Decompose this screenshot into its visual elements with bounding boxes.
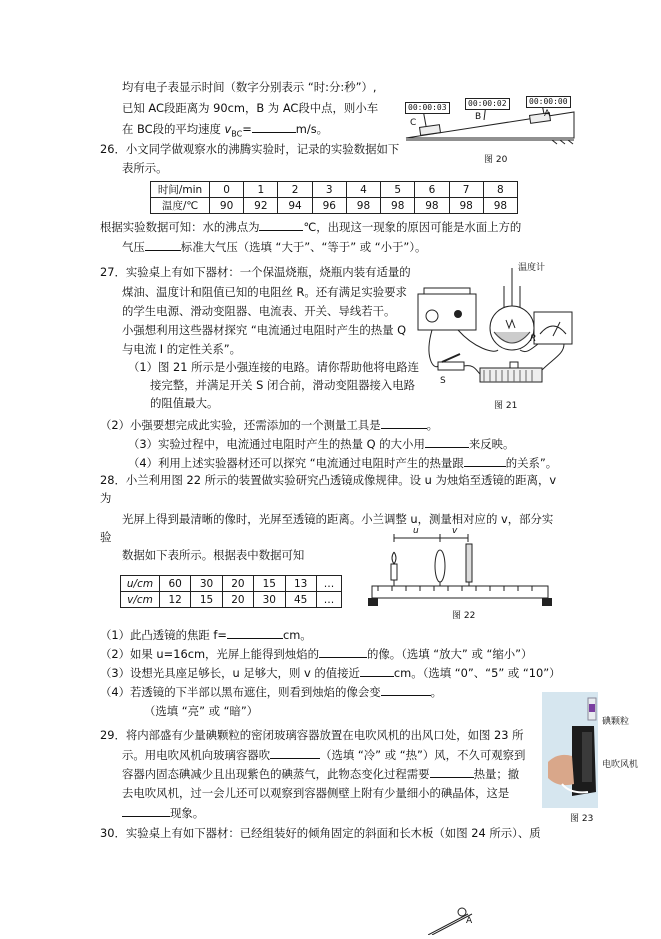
q26-line-3: 根据实验数据可知：水的沸点为 ℃，出现这一现象的原因可能是水面上方的 xyxy=(100,220,522,234)
q26-line-1: 26．小文同学做观察水的沸腾实验时，记录的实验数据如下 xyxy=(100,142,400,156)
lens-data-table xyxy=(120,575,342,608)
timer-a: 00:00:00 xyxy=(526,96,571,108)
u-label: u xyxy=(413,526,419,536)
q26-line-4: 气压 标准大气压（选填 “大于”、“等于” 或 “小于”）。 xyxy=(122,240,427,254)
q28-line-6: （1）此凸透镜的焦距 f= cm。 xyxy=(100,628,312,642)
answer-blank[interactable] xyxy=(145,239,181,251)
q27-line-4: 小强想利用这些器材探究 “电流通过电阻时产生的热量 Q xyxy=(122,323,407,337)
boiling-data-table xyxy=(150,181,518,214)
q28-line-4: 验 xyxy=(100,530,112,544)
q26-line-2: 表所示。 xyxy=(122,161,168,175)
q28-line-8: （3）设想光具座足够长，u 足够大，则 v 的值接近 cm。（选填 “0”、“5” 或 “10”） xyxy=(100,666,561,680)
q27-line-6: （1）图 21 所示是小强连接的电路。请你帮助他将电路连 xyxy=(128,360,419,374)
q29-line-2: 示。用电吹风机向玻璃容器吹 （选填 “冷” 或 “热”）风，不久可观察到 xyxy=(122,748,526,762)
timer-b: 00:00:02 xyxy=(465,98,510,110)
optical-bench-diagram xyxy=(368,528,552,608)
circuit-diagram xyxy=(414,258,578,398)
table-row: u/cm 60 30 20 15 13 … xyxy=(121,576,342,592)
q29-line-3: 容器内固态碘减少且出现紫色的碘蒸气，此物态变化过程需要 热量；撤 xyxy=(122,767,520,781)
q25-line-1: 均有电子表显示时间（数字分别表示 “时:分:秒”）, xyxy=(122,80,377,94)
answer-blank[interactable] xyxy=(360,665,394,677)
q27-line-3: 的学生电源、滑动变阻器、电流表、开关、导线若干。 xyxy=(122,304,396,318)
answer-blank[interactable] xyxy=(270,747,320,759)
q27-line-9: （2）小强要想完成此实验，还需添加的一个测量工具是 。 xyxy=(100,418,439,432)
q27-line-1: 27．实验桌上有如下器材：一个保温烧瓶，烧瓶内装有适量的 xyxy=(100,265,411,279)
answer-blank[interactable] xyxy=(425,436,469,448)
table-row: 时间/min 0 1 2 3 4 5 6 7 8 xyxy=(151,182,518,198)
q28-line-5: 数据如下表所示。根据表中数据可知 xyxy=(122,548,305,562)
figure-24-fragment xyxy=(428,906,478,935)
figure-21 xyxy=(414,258,578,398)
q25-line-2: 已知 AC段距离为 90cm，B 为 AC段中点，则小车 xyxy=(122,101,379,115)
q28-line-9: （4）若透镜的下半部以黑布遮住，则看到烛焰的像会变 。 xyxy=(100,685,443,699)
answer-blank[interactable] xyxy=(381,684,431,696)
answer-blank[interactable] xyxy=(252,121,296,133)
timer-c: 00:00:03 xyxy=(405,102,450,114)
figure-20 xyxy=(402,96,580,150)
answer-blank[interactable] xyxy=(259,219,303,231)
point-b-label: B xyxy=(475,112,482,122)
figure-23-caption: 图 23 xyxy=(570,814,594,824)
iodine-label: 碘颗粒 xyxy=(602,717,630,727)
q29-line-1: 29．将内部盛有少量碘颗粒的密闭玻璃容器放置在电吹风机的出风口处，如图 23 所 xyxy=(100,728,524,742)
q30-line-1: 30．实验桌上有如下器材：已经组装好的倾角固定的斜面和长木板（如图 24 所示）、质 xyxy=(100,826,541,840)
figure-21-caption: 图 21 xyxy=(494,401,518,411)
q27-line-11: （4）利用上述实验器材还可以探究 “电流通过电阻时产生的热量跟 的关系”。 xyxy=(128,456,558,470)
thermometer-label: 温度计 xyxy=(518,263,546,273)
point-c-label: C xyxy=(410,118,417,128)
figure-22 xyxy=(368,528,552,608)
q27-line-2: 煤油、温度计和阻值已知的电阻丝 R。还有满足实验要求 xyxy=(122,285,407,299)
q25-line-3: 在 BC段的平均速度 $v_{BC}= m/s$。 xyxy=(122,122,329,139)
q28-line-3: 光屏上得到最清晰的像时，光屏至透镜的距离。小兰调整 u，测量相对应的 v，部分实 xyxy=(122,512,554,526)
q28-line-1: 28．小兰利用图 22 所示的装置做实验研究凸透镜成像规律。设 u 为烛焰至透镜的距离，v xyxy=(100,473,557,487)
point-a-label: A xyxy=(544,109,551,119)
answer-blank[interactable] xyxy=(430,766,474,778)
q29-line-5: 现象。 xyxy=(122,805,204,820)
hair-dryer-image xyxy=(542,692,598,808)
q28-line-10: （选填 “亮” 或 “暗”） xyxy=(144,704,259,718)
figure-22-caption: 图 22 xyxy=(452,611,476,621)
figure-23-photo xyxy=(542,692,598,808)
q27-line-10: （3）实验过程中，电流通过电阻时产生的热量 Q 的大小用 来反映。 xyxy=(128,437,515,451)
q27-line-7: 接完整，并满足开关 S 闭合前，滑动变阻器接入电路 xyxy=(150,378,416,392)
switch-label: S xyxy=(440,376,446,386)
answer-blank[interactable] xyxy=(464,455,506,467)
answer-blank[interactable] xyxy=(122,805,170,817)
answer-blank[interactable] xyxy=(381,417,427,429)
q29-line-4: 去电吹风机，过一会儿还可以观察到容器侧壁上附有少量细小的碘晶体，这是 xyxy=(122,786,510,800)
q28-line-2: 为 xyxy=(100,491,112,505)
v-label: v xyxy=(452,526,458,536)
point-a-label: A xyxy=(466,916,473,926)
dryer-label: 电吹风机 xyxy=(602,760,639,770)
q27-line-5: 与电流 I 的定性关系”。 xyxy=(122,342,242,356)
figure-20-caption: 图 20 xyxy=(484,155,508,165)
table-row: v/cm 12 15 20 30 45 … xyxy=(121,592,342,608)
resistor-label: R xyxy=(530,334,537,344)
answer-blank[interactable] xyxy=(227,627,283,639)
q27-line-8: 的阻值最大。 xyxy=(150,396,219,410)
answer-blank[interactable] xyxy=(319,646,367,658)
q28-line-7: （2）如果 u=16cm，光屏上能得到烛焰的 的像。（选填 “放大” 或 “缩小”） xyxy=(100,647,533,661)
table-row: 温度/℃ 90 92 94 96 98 98 98 98 98 xyxy=(151,198,518,214)
